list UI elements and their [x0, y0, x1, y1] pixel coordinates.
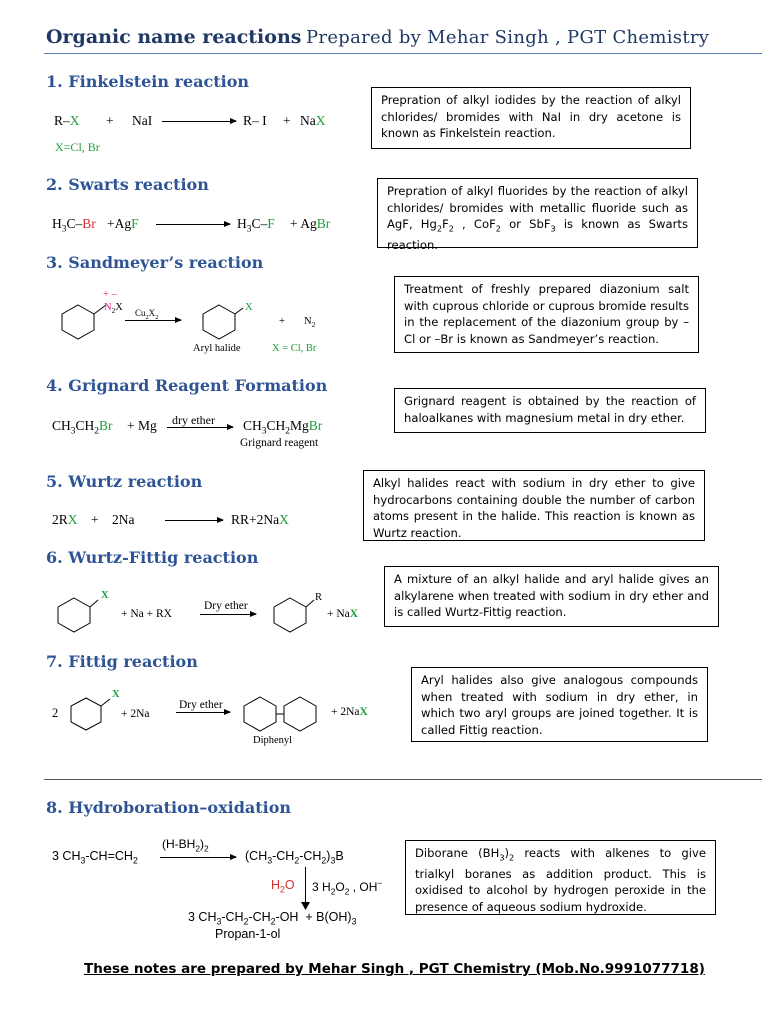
byproduct-nax: NaX: [300, 113, 326, 128]
section-heading-wurtz-fittig: 6. Wurtz-Fittig reaction: [46, 548, 259, 567]
wurtz-reactant: 2RX: [52, 512, 78, 527]
reagent-diborane: $(H-BH_2)_2$: [162, 837, 209, 854]
description-box-sandmeyer: Treatment of freshly prepared diazonium salt with cuprous chloride or cuprous bromide results in the replacement of the diazonium group by –Cl or –Br is known as Sandmeyer’s reaction.: [394, 276, 699, 353]
wurtz-fittig-byproduct: + NaX: [327, 608, 359, 620]
swarts-reagent: +AgF: [107, 216, 139, 231]
swarts-product: $H_3C-F$: [237, 216, 275, 235]
wurtz-product: RR+2NaX: [231, 512, 289, 527]
oxidant: 3 $H_2O_2$ , OH−: [312, 878, 383, 897]
arrow-head-icon: [301, 902, 310, 910]
section-heading-finkelstein: 1. Finkelstein reaction: [46, 72, 250, 91]
product-ri: R– I: [243, 113, 267, 128]
section-divider: [44, 779, 762, 780]
benzene-ring-icon: [70, 698, 110, 732]
benzene-ring-icon: [58, 303, 98, 337]
description-box-swarts: Prepration of alkyl fluorides by the reaction of alkyl chlorides/ bromides with metallic fluoride such as AgF, $Hg_2F_2$ , CoF$_2$ or SbF$_3$ is known as Swarts reaction.: [377, 178, 698, 248]
author-credit: Prepared by Mehar Singh , PGT Chemistry: [306, 27, 710, 48]
section-heading-hydroboration: 8. Hydroboration–oxidation: [46, 798, 292, 817]
halogen-caption: X = Cl, Br: [272, 343, 317, 354]
reaction-arrow: [167, 427, 233, 428]
grignard-product: $CH_3CH_2MgBr$: [243, 418, 323, 437]
reaction-arrow: [176, 712, 230, 713]
condition-dry-ether: dry ether: [172, 413, 215, 427]
benzene-ring-icon: [199, 303, 239, 337]
reaction-arrow: [200, 614, 256, 615]
coefficient: 2: [52, 706, 59, 720]
trialkyl-borane: $(CH_3-CH_2-CH_2)_3B$: [245, 849, 344, 866]
aryl-halogen: X: [101, 590, 109, 601]
reaction-arrow: [165, 520, 223, 521]
aryl-halogen: X: [112, 689, 120, 700]
alkyl-group: R: [315, 592, 323, 603]
diphenyl-caption: Diphenyl: [253, 735, 293, 746]
fittig-byproduct: + 2NaX: [331, 706, 368, 718]
reaction-arrow: [156, 224, 230, 225]
water-reagent: $H_2O$: [271, 878, 295, 895]
hydroboration-reactant: 3 $CH_3-CH=CH_2$: [52, 849, 138, 866]
swarts-reactant: $H_3C-Br$: [52, 216, 96, 235]
description-box-grignard: Grignard reagent is obtained by the reaction of haloalkanes with magnesium metal in dry ether.: [394, 388, 706, 433]
plus-sign: +: [283, 113, 291, 128]
biphenyl-icon: [243, 696, 323, 730]
nitrogen-gas: $N_2$: [304, 316, 316, 330]
product-halogen: X: [245, 302, 253, 313]
footer-credit: These notes are prepared by Mehar Singh , PGT Chemistry (Mob.No.9991077718): [84, 961, 705, 977]
condition-dry-ether: Dry ether: [179, 699, 223, 711]
swarts-byproduct: + AgBr: [290, 216, 331, 231]
aryl-halide-caption: Aryl halide: [193, 343, 241, 354]
reagent-sodium: + 2Na: [121, 708, 150, 720]
benzene-ring-icon: [56, 598, 96, 632]
description-box-hydroboration: Diborane $(BH_3)_2$ reacts with alkenes to give trialkyl boranes as addition product. This is oxidised to alcohol by hydrogen peroxide in the presence of aqueous sodium hydroxide.: [405, 840, 716, 915]
section-heading-wurtz: 5. Wurtz reaction: [46, 472, 203, 491]
reagent-cu2x2: $Cu_2X_2$: [135, 308, 159, 321]
section-heading-grignard: 4. Grignard Reagent Formation: [46, 376, 328, 395]
section-heading-fittig: 7. Fittig reaction: [46, 652, 198, 671]
page-title: Organic name reactions: [46, 26, 302, 48]
description-box-wurtz: Alkyl halides react with sodium in dry ether to give hydrocarbons containing double the number of carbon atoms present in the halide. This reaction is known as Wurtz reaction.: [363, 470, 705, 541]
hydroboration-final-product: 3 $CH_3-CH_2-CH_2-OH + B(OH)_3$: [188, 910, 357, 927]
plus-sign: +: [91, 512, 99, 527]
plus-sign: +: [279, 316, 285, 327]
description-box-wurtz-fittig: A mixture of an alkyl halide and aryl halide gives an alkylarene when treated with sodium in dry ether and is called Wurtz-Fittig reaction.: [384, 566, 719, 627]
section-heading-sandmeyer: 3. Sandmeyer’s reaction: [46, 253, 264, 272]
halogen-note: X=Cl, Br: [55, 140, 100, 154]
finkelstein-equation: R–X: [54, 113, 80, 128]
grignard-reactant: $CH_3CH_2Br$: [52, 418, 113, 437]
description-box-fittig: Aryl halides also give analogous compounds when treated with sodium in dry ether, in which two aryl groups are joined together. It is called Fittig reaction.: [411, 667, 708, 742]
benzene-ring-icon: [272, 598, 312, 632]
reagent-nai: NaI: [132, 113, 153, 128]
condition-dry-ether: Dry ether: [204, 600, 248, 612]
reaction-arrow: [162, 121, 236, 122]
grignard-caption: Grignard reagent: [240, 437, 319, 449]
plus-sign: +: [106, 113, 114, 128]
section-heading-swarts: 2. Swarts reaction: [46, 175, 209, 194]
description-box-finkelstein: Prepration of alkyl iodides by the reaction of alkyl chlorides/ bromides with NaI in dry acetone is known as Finkelstein reaction.: [371, 87, 691, 149]
plus-magnesium: + Mg: [127, 418, 157, 433]
oxidation-arrow: [305, 867, 306, 905]
wurtz-fittig-reagents: + Na + RX: [121, 608, 172, 620]
header-divider: [44, 53, 762, 54]
diazonium-group: $N_2X$: [104, 302, 123, 316]
diazonium-charge: + –: [103, 289, 117, 300]
reaction-arrow: [125, 320, 181, 321]
reaction-arrow: [160, 857, 236, 858]
reagent-sodium: 2Na: [112, 512, 135, 527]
propanol-caption: Propan-1-ol: [215, 927, 281, 941]
